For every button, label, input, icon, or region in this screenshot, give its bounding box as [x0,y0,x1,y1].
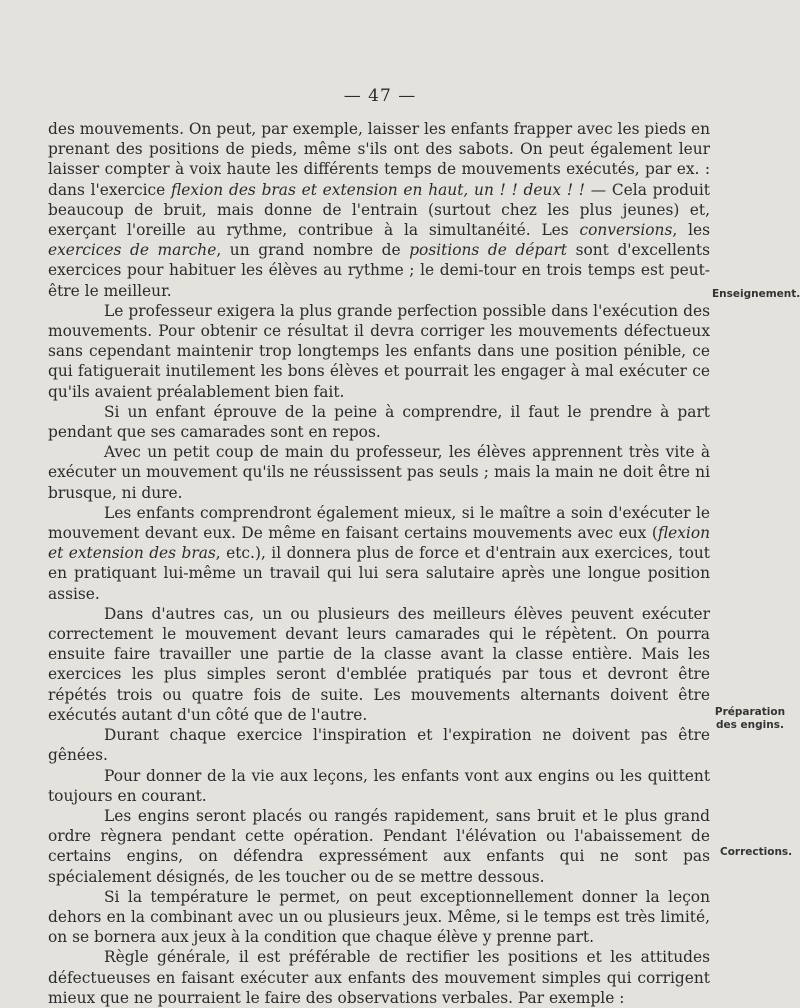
paragraph-text: Le professeur exigera la plus grande perfection possible dans l'exécution des mouvements. Pour obtenir ce résultat il devra corriger les mouvements défectueux sans cependant maintenir trop longtemps les enfants dans une position pénible, ce qui fatiguerait inutilement les bons élèves et pourrait les engager à mal exécuter ce qu'ils avaient préalablement bien fait. [48,301,710,401]
italic-text: conversions [579,221,673,240]
paragraph-text: sont d'excellents exercices pour habituer les élèves au rythme ; le demi-tour en trois temps est peut-être le meilleur. [48,241,710,300]
margin-note-enseignement: Enseignement. [712,288,800,300]
body-text [48,119,710,1008]
paragraph-text: Si un enfant éprouve de la peine à comprendre, il faut le prendre à part pendant que ses camarades sont en repos. [48,402,710,442]
paragraph-text: , les [672,221,711,240]
italic-text: positions de départ [409,241,567,260]
paragraph [48,887,710,948]
paragraph [48,604,710,725]
paragraph-text: Les engins seront placés ou rangés rapidement, sans bruit et le plus grand ordre règnera pendant cette opération. Pendant l'élévation ou l'abaissement de certains engins, on défendra expressément aux enfants qui ne sont pas spécialement désignés, de les toucher ou de se mettre dessous. [48,806,710,886]
paragraph-text: Dans d'autres cas, un ou plusieurs des meilleurs élèves peuvent exécuter correctement le mouvement devant leurs camarades qui le répètent. On pourra ensuite faire travailler une partie de la classe avant la classe entière. Mais les exercices les plus simples seront d'emblée pratiqués par tous et devront être répétés trois ou quatre fois de suite. Les mouvements alternants doivent être exécutés autant d'un côté que de l'autre. [48,604,710,724]
italic-text: flexion et extension des bras [48,524,710,563]
italic-text: exercices de marche [48,241,217,260]
paragraph-text: , etc.), il donnera plus de force et d'entrain aux exercices, tout en pratiquant lui-même un travail qui lui sera salutaire après une longue position assise. [48,544,710,603]
paragraph [48,725,710,765]
italic-text: flexion des bras et extension en haut, un ! ! deux ! ! [171,180,585,199]
paragraph [48,766,710,806]
paragraph-text: , un grand nombre de [216,241,410,260]
margin-note-corrections: Corrections. [720,846,793,858]
paragraph-text: Les enfants comprendront également mieux, si le maître a soin d'exécuter le mouvement devant eux. De même en faisant certains mouvements avec eux ( [48,503,710,543]
paragraph-text: des mouvements. On peut, par exemple, laisser les enfants frapper avec les pieds en prenant des positions de pieds, même s'ils ont des sabots. On peut également leur laisser compter à voix haute les différents temps de mouvements exécutés, par ex. : dans l'exercice [48,120,710,199]
paragraph [48,806,710,887]
paragraph [48,442,710,503]
paragraph-text: Durant chaque exercice l'inspiration et l'expiration ne doivent pas être gênées. [48,726,710,765]
margin-note-preparation: Préparation des engins. [714,706,786,731]
paragraph [48,301,710,402]
paragraph [48,119,710,301]
paragraph [48,503,710,604]
paragraph-text: Règle générale, il est préférable de rectifier les positions et les attitudes défectueuses en faisant exécuter aux enfants des mouvement simples qui corrigent mieux que ne pourraient le faire des observations verbales. Par exemple : [48,948,710,1007]
page-number: — 47 — [343,86,417,106]
paragraph-text: — Cela produit beaucoup de bruit, mais donne de l'entrain (surtout chez les plus jeunes) et, exerçant l'oreille au rythme, contribue à la simultanéité. Les [48,180,710,240]
paragraph-text: Avec un petit coup de main du professeur, les élèves apprennent très vite à exécuter un mouvement qu'ils ne réussissent pas seuls ; mais la main ne doit être ni brusque, ni dure. [48,443,710,502]
paragraph-text: Pour donner de la vie aux leçons, les enfants vont aux engins ou les quittent toujours en courant. [48,766,710,805]
paragraph-text: Si la température le permet, on peut exceptionnellement donner la leçon dehors en la combinant avec un ou plusieurs jeux. Même, si le temps est très limité, on se bornera aux jeux à la condition que chaque élève y prenne part. [48,887,710,947]
paragraph [48,402,710,442]
